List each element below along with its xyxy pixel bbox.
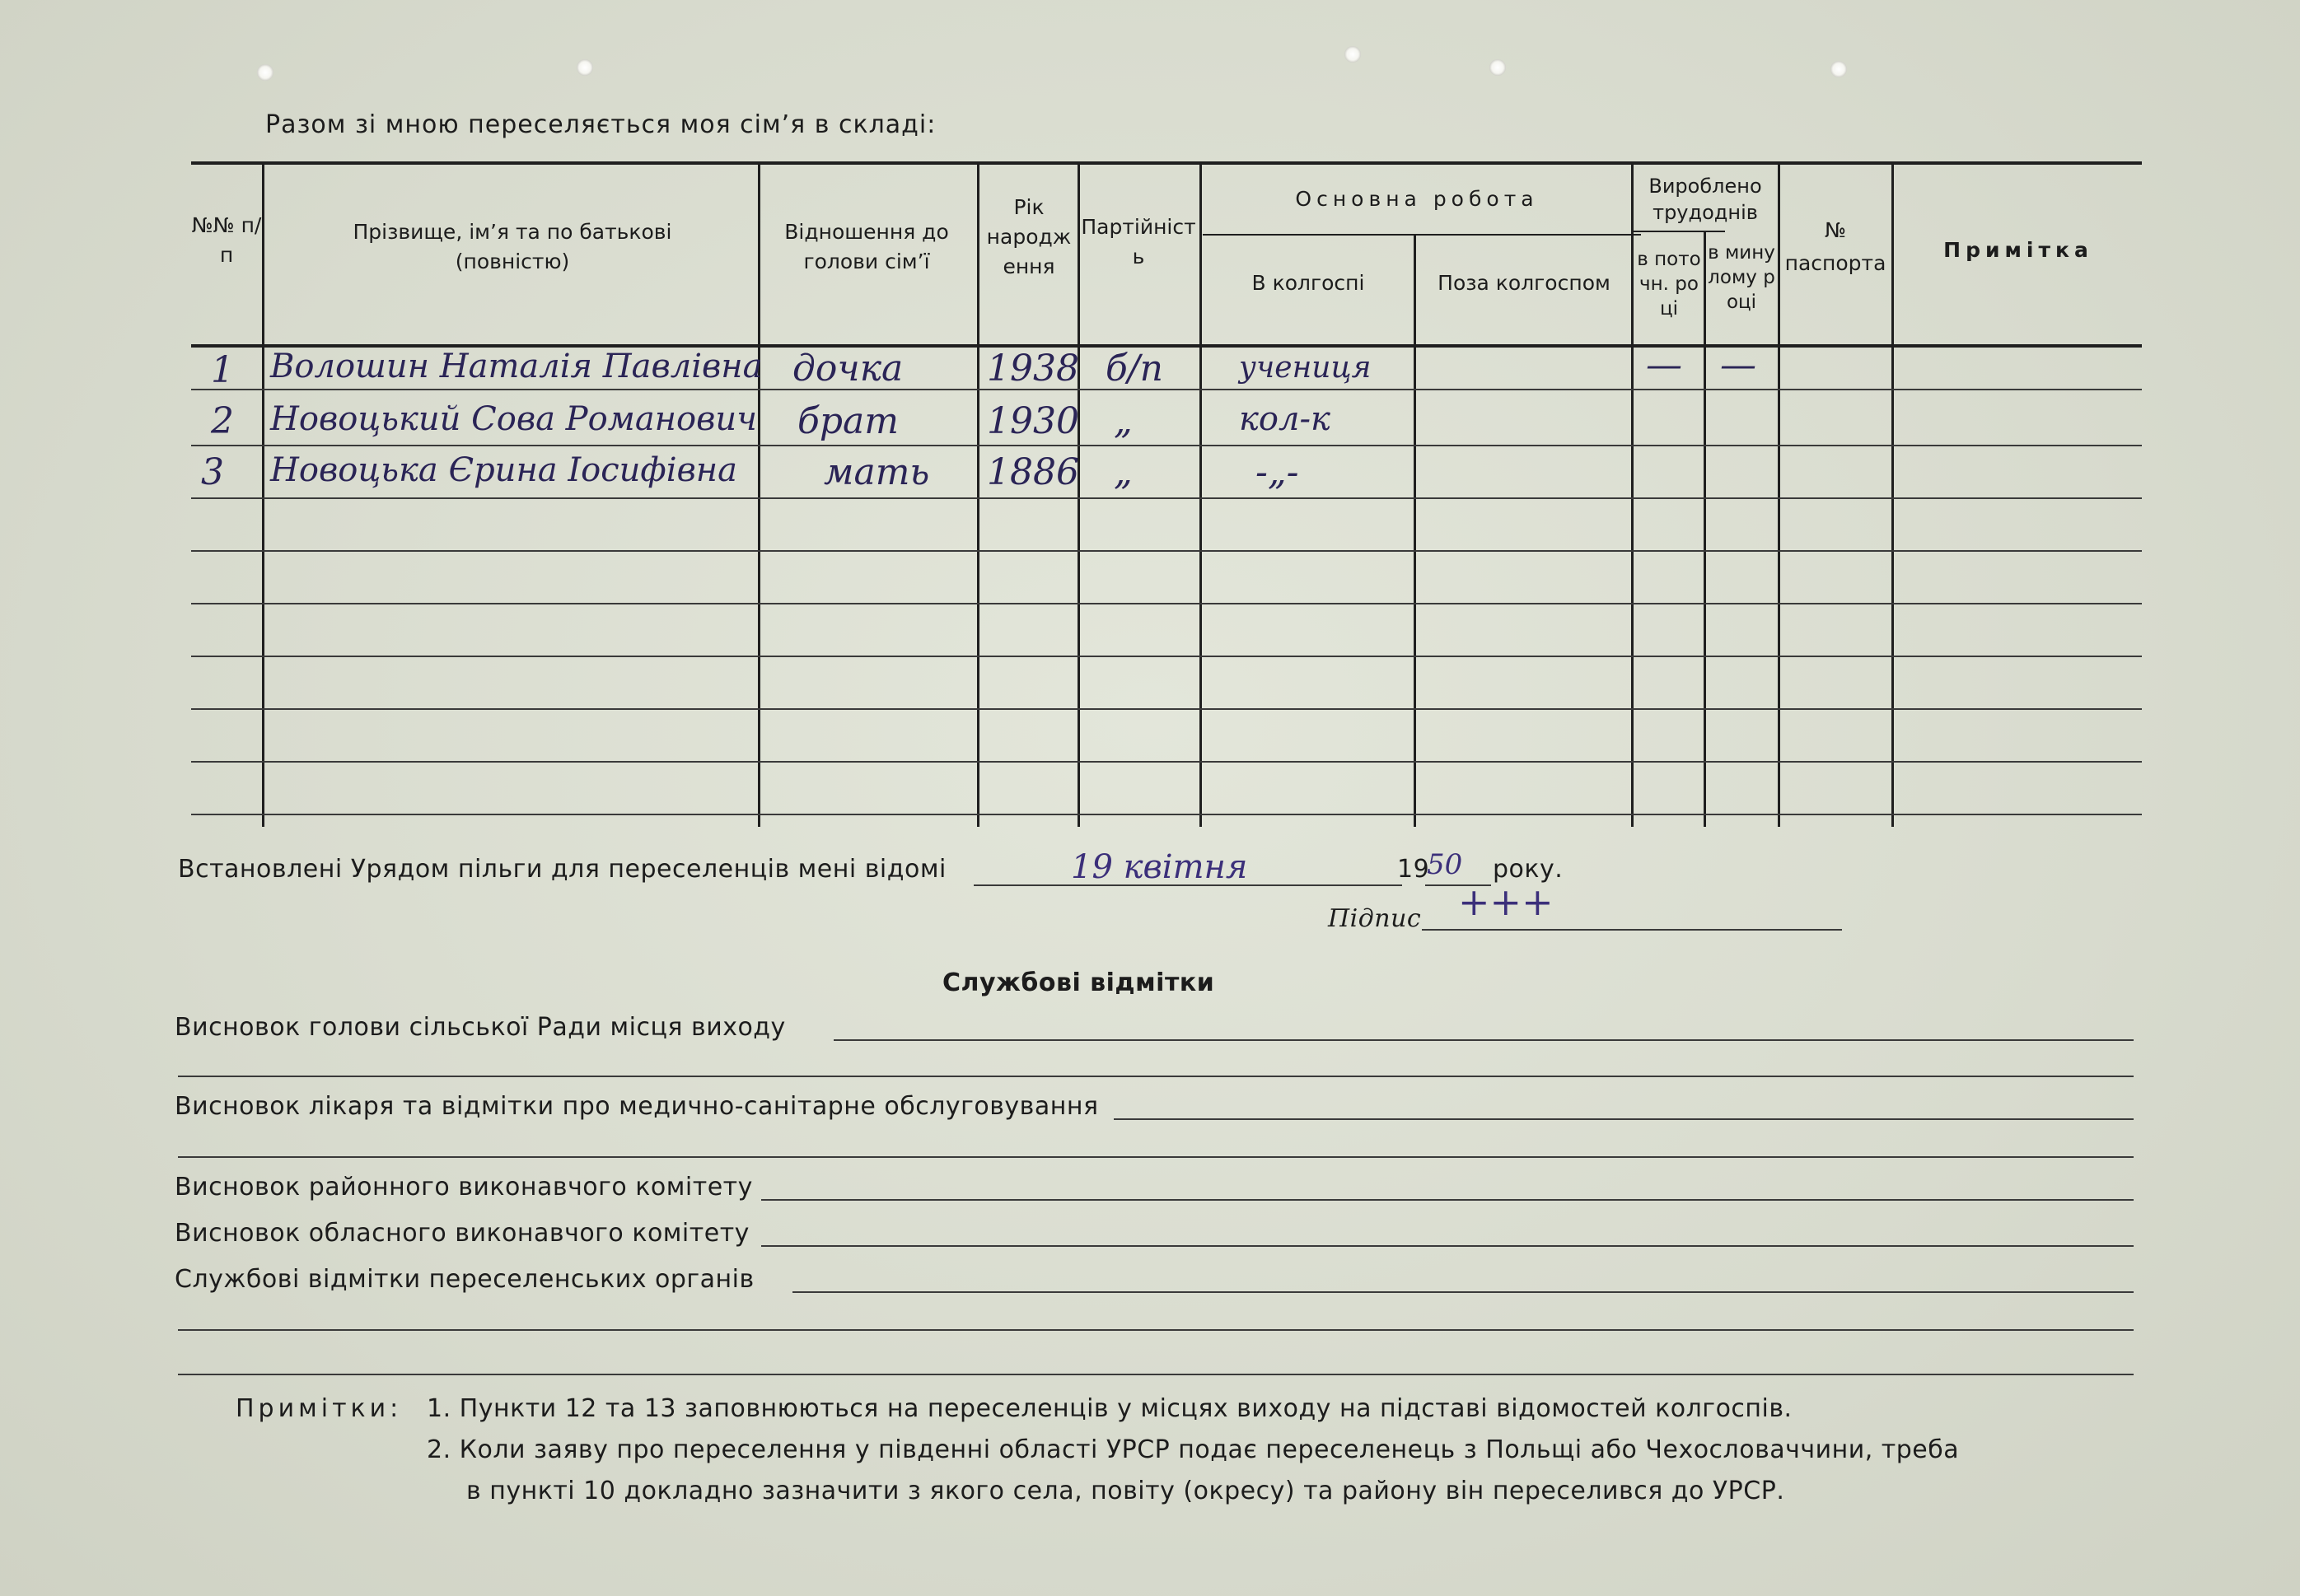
row1-workdays-cur: —: [1646, 344, 1682, 386]
notes-label: Примітки:: [236, 1394, 403, 1423]
official-line-2: Висновок лікаря та відмітки про медично-санітарне обслуговування: [175, 1092, 1099, 1121]
row1-relation: дочка: [792, 348, 904, 390]
row2-in-kolhosp: кол-к: [1239, 400, 1330, 438]
col-header-cur-year: в поточн. році: [1637, 249, 1701, 320]
official-line-3: Висновок районного виконавчого комітету: [175, 1173, 753, 1202]
col-header-last-year: в минулому році: [1708, 242, 1775, 313]
row1-name: Волошин Наталія Павлівна: [270, 348, 763, 385]
benefits-year-suffix: року.: [1493, 855, 1564, 884]
signature: +++: [1458, 880, 1554, 924]
punch-hole: [577, 59, 593, 76]
row3-in-kolhosp: -„-: [1255, 451, 1299, 493]
row3-party: „: [1114, 451, 1133, 493]
row2-relation: брат: [797, 400, 899, 442]
row3-year: 1886: [987, 451, 1079, 493]
row1-in-kolhosp: учениця: [1239, 351, 1372, 385]
family-table: [191, 161, 2142, 827]
col-header-in-kolhosp: В колгоспі: [1251, 271, 1365, 295]
benefits-year-prefix: 19: [1397, 855, 1430, 884]
punch-hole: [257, 64, 273, 81]
col-header-name: Прізвище, ім’я та по батькові (повністю): [353, 220, 672, 273]
punch-hole: [1830, 61, 1847, 77]
notes-item-2: 2. Коли заяву про переселення у південні області УРСР подає переселенець з Польщі або Чехословаччини, треба: [427, 1435, 1960, 1464]
col-header-year: Рік народження: [986, 195, 1072, 278]
row1-workdays-last: —: [1720, 344, 1756, 386]
family-heading: Разом зі мною переселяється моя сім’я в складі:: [265, 110, 937, 139]
row2-party: „: [1114, 400, 1133, 442]
signature-label: Підпис: [1328, 904, 1422, 933]
notes-item-3: в пункті 10 докладно зазначити з якого села, повіту (окресу) та району він переселився до УРСР.: [466, 1477, 1785, 1505]
row3-num: 3: [201, 451, 224, 493]
official-line-1: Висновок голови сільської Ради місця виходу: [175, 1013, 786, 1042]
row2-name: Новоцький Сова Романович: [270, 400, 758, 438]
notes-item-1: 1. Пункти 12 та 13 заповнюються на переселенців у місцях виходу на підставі відомостей колгоспів.: [427, 1394, 1793, 1423]
benefits-text: Встановлені Урядом пільги для переселенців мені відомі: [178, 855, 947, 884]
row1-year: 1938: [987, 348, 1079, 390]
col-header-outside: Поза колгоспом: [1438, 271, 1610, 295]
row2-num: 2: [211, 400, 234, 442]
benefits-date: 19 квітня: [1071, 848, 1248, 886]
row2-year: 1930: [987, 400, 1079, 442]
punch-hole: [1489, 59, 1506, 76]
col-header-relation: Відношення до голови сім’ї: [784, 220, 949, 273]
official-line-5: Службові відмітки переселенських органів: [175, 1265, 755, 1294]
punch-hole: [1344, 46, 1361, 63]
col-header-workdays: Вироблено трудоднів: [1648, 175, 1762, 224]
official-title: Службові відмітки: [942, 968, 1215, 997]
col-header-num: №№ п/п: [191, 213, 262, 267]
col-header-passport: № паспорта: [1784, 218, 1886, 275]
col-header-main-work: Основна робота: [1295, 187, 1539, 211]
row1-num: 1: [211, 349, 234, 391]
official-line-4: Висновок обласного виконавчого комітету: [175, 1219, 750, 1248]
col-header-party: Партійність: [1081, 215, 1196, 268]
benefits-year: 50: [1427, 848, 1463, 881]
col-header-note: Примітка: [1943, 238, 2093, 262]
row3-name: Новоцька Єрина Іосифівна: [270, 451, 737, 489]
row3-relation: мать: [824, 451, 930, 493]
row1-party: б/п: [1106, 348, 1164, 390]
